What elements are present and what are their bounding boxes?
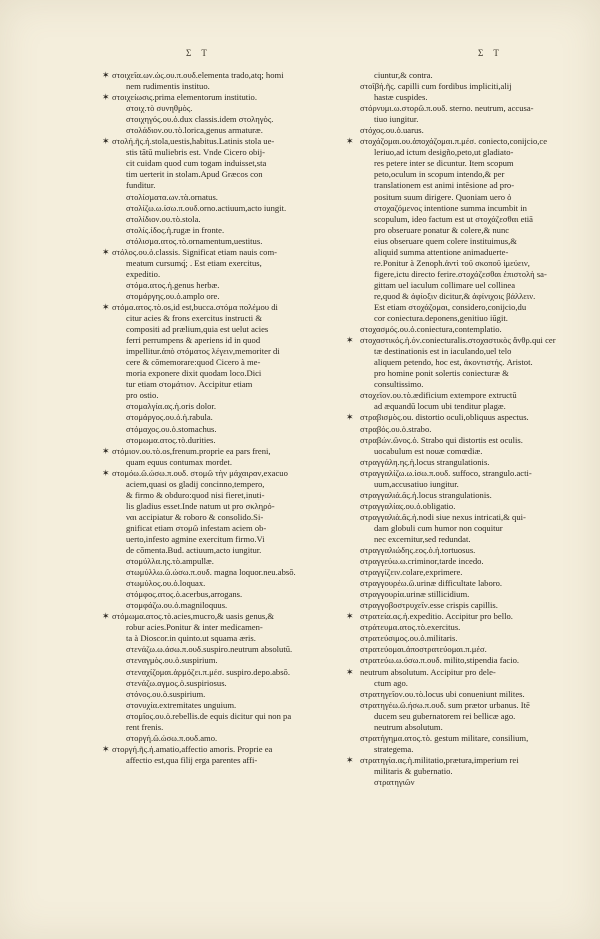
line-text: στοῖβή.ῆς. capilli cum fordibus impliciti,alij (360, 81, 512, 92)
line-text: nem rudimentis instituo. (126, 81, 210, 92)
text-line (112, 313, 332, 324)
text-line (360, 457, 576, 468)
line-text: στόλος.ου.ὁ.classis. Significat etiam nauis com- (112, 246, 278, 257)
text-line (346, 136, 576, 147)
text-line (360, 744, 576, 755)
text-line (360, 258, 576, 269)
line-text: funditur. (126, 180, 156, 191)
text-line (112, 622, 332, 633)
line-text: scopulum, ideo factum est ut στοχάζεσθαι etiā (374, 213, 533, 224)
line-text: leriuo,ad ictum desigño,peto,ut gladiato- (374, 147, 514, 158)
text-line (360, 777, 576, 788)
line-text: στρατηγεῖον.ου.τὸ.locus ubi conueniunt milites. (360, 688, 525, 699)
line-text: translationem est animi intēsione ad pro- (374, 180, 515, 191)
text-line (360, 446, 576, 457)
line-text: στομαλγία.ας.ἡ.oris dolor. (126, 401, 216, 412)
text-line (360, 357, 576, 368)
text-line (112, 700, 332, 711)
text-line (360, 280, 576, 291)
text-line (112, 556, 332, 567)
line-text: στεναγμὸς.ου.ὁ.suspirium. (126, 655, 218, 666)
line-text: στραβών.ῶνος.ὁ. Strabo qui distortis est oculis. (360, 434, 523, 445)
line-text: compositi ad prælium,quia est uelut acies (126, 324, 269, 335)
text-line (112, 81, 332, 92)
text-line (360, 368, 576, 379)
line-text: στόχος.ου.ὁ.uarus. (360, 125, 424, 136)
text-line (112, 147, 332, 158)
line-text: affectio est,qua filij erga parentes affi- (126, 754, 258, 765)
line-text: dam globuli cum humor non coquitur (374, 522, 503, 533)
line-text: στομάργος.ου.ὁ.ἡ.rabula. (126, 412, 213, 423)
text-line (360, 147, 576, 158)
line-text: stis tātū muliebris est. Vnde Cicero obij- (126, 147, 265, 158)
text-line (102, 743, 332, 755)
text-line (112, 401, 332, 412)
text-line (112, 357, 332, 368)
line-text: στοχεῖον.ου.τὸ.ædificium extempore extructū (360, 390, 517, 401)
text-line (346, 666, 576, 678)
line-text: στολίσματα.ων.τὰ.ornatus. (126, 191, 218, 202)
text-line (360, 722, 576, 733)
text-line (112, 335, 332, 346)
line-text: eius obseruare quem colere instituimus,& (374, 235, 517, 246)
line-text: positum suum dirigere. Quoniam uero ὁ (374, 191, 512, 202)
line-text: Est etiam στοχάζομαι, considero,conijcio,du (374, 301, 527, 312)
text-line (360, 103, 576, 114)
text-line (112, 379, 332, 390)
text-line (112, 655, 332, 666)
text-line (346, 335, 576, 346)
line-text: cit cuidam quod cum togam induisset,sta (126, 158, 267, 169)
line-text: στενάζω.ω.άσω.π.ουδ.suspiro.neutrum absolutū. (126, 644, 293, 655)
line-text: nec excernitur,sed redundat. (374, 533, 471, 544)
entry-marker-icon: ✶ (102, 92, 110, 103)
line-text: gnificat etiam στομῶ infestam aciem ob- (126, 522, 267, 533)
line-text: στολάδιον.ου.τὸ.lorica,genus armaturæ. (126, 125, 263, 136)
line-text: στραγγαλίας.ου.ὁ.obligatio. (360, 500, 456, 511)
line-text: στραγγαλιά.ᾶς.ἡ.locus strangulationis. (360, 489, 492, 500)
text-line (112, 512, 332, 523)
entry-marker-icon: ✶ (346, 611, 354, 622)
line-text: peto,oculum in scopum intendo,& per (374, 169, 505, 180)
text-line (112, 633, 332, 644)
line-text: cor coniectura.deponens,genitiuo iūgit. (374, 313, 508, 324)
text-line (360, 435, 576, 446)
text-line (360, 346, 576, 357)
line-text: στοργή.ῆς.ἡ.amatio,affectio amoris. Proprie ea (112, 743, 273, 754)
text-line (102, 445, 332, 457)
text-line (360, 589, 576, 600)
text-line (112, 346, 332, 357)
line-text: στρατεύω.ω.ύσω.π.ουδ. milito,stipendia facio. (360, 655, 520, 666)
right-column-lines (346, 70, 576, 788)
text-line (112, 644, 332, 655)
line-text: στρατηγιῶν (374, 777, 415, 787)
text-line (360, 70, 576, 81)
text-line (112, 589, 332, 600)
text-line (112, 479, 332, 490)
text-line (112, 192, 332, 203)
left-column-lines (102, 70, 332, 766)
line-text: στοχαζόμενος intentione summa incumbit in (374, 202, 527, 213)
entry-marker-icon: ✶ (346, 335, 354, 346)
line-text: ducem seu gubernatorem rei bellicæ ago. (374, 710, 516, 721)
line-text: στολή.ῆς.ἡ.stola,uestis,habitus.Latinis stola ue- (112, 136, 275, 147)
text-line (112, 368, 332, 379)
text-line (360, 92, 576, 103)
line-text: στόμιον.ου.τὸ.os,frenum.proprie ea pars freni, (112, 445, 271, 456)
running-header-left: Σ Τ (186, 48, 211, 58)
line-text: στραγγάλη.ης.ἡ.locus strangulationis. (360, 456, 490, 467)
line-text: στράτευμα.ατος.τὸ.exercitus. (360, 622, 461, 633)
line-text: re.Ponitur à Zenoph.ἀντὶ τοῦ σκοποῦ ἱμεύειν, (374, 257, 530, 268)
text-line (112, 412, 332, 423)
line-text: στοιχεῖα.ων.ὡς.ου.π.ουδ.elementa trado,atq; homi (112, 70, 284, 80)
line-text: στενάζω.αγμος.ὁ.suspiriosus. (126, 677, 227, 688)
text-line (360, 766, 576, 777)
line-text: στραβισμὸς.ou. distortio oculi,obliquus aspectus. (360, 412, 529, 423)
entry-marker-icon: ✶ (102, 611, 110, 622)
text-line (360, 678, 576, 689)
text-line (112, 490, 332, 501)
text-line (112, 258, 332, 269)
text-line (112, 534, 332, 545)
line-text: στολίδιον.ου.τὸ.stola. (126, 213, 201, 224)
line-text: pro obseruare ponatur & colere,& nunc (374, 224, 510, 235)
line-text: στραβός.ου.ὁ.strabo. (360, 423, 432, 434)
entry-marker-icon: ✶ (102, 70, 110, 80)
line-text: στοιχ.τὸ συνηθμὸς. (126, 103, 193, 114)
line-text: στόμαχος.ου.ὁ.stomachus. (126, 423, 217, 434)
text-line (360, 479, 576, 490)
line-text: & firmo & obduro:quod nisi fieret,inuti- (126, 489, 265, 500)
line-text: tæ destinationis est in iaculando,uel telo (374, 346, 512, 357)
line-text: robur acies.Ponitur & inter medicamen- (126, 622, 263, 633)
line-text: στραγγουρέω.ῶ.urinæ difficultate laboro. (360, 578, 503, 589)
text-line (360, 578, 576, 589)
line-text: στρατεύσιμος.ου.ὁ.militaris. (360, 633, 458, 644)
text-line (112, 324, 332, 335)
line-text: στωμύλλω.ῶ.ώσω.π.ουδ. magna loquor.neu.absō. (126, 567, 296, 578)
line-text: στωμύλος.ου.ὁ.loquax. (126, 578, 206, 589)
line-text: στραγγουρία.urinæ stillicidium. (360, 589, 470, 600)
line-text: uerto,infesto agmine exercitum firmo.Vi (126, 533, 265, 544)
text-line (112, 711, 332, 722)
text-line (102, 246, 332, 258)
line-text: στομόω.ῶ.ώσω.π.ουδ. στομῶ τὴν μάχαιραν,exacuo (112, 467, 288, 478)
line-text: στολίς.ίδος.ἡ.rugæ in fronte. (126, 224, 225, 235)
line-text: στόμα.ατος.ἡ.genus herbæ. (126, 279, 220, 290)
line-text: consultissimo. (374, 379, 424, 390)
line-text: meatum cursumq́; . Est etiam exercitus, (126, 257, 262, 268)
entry-marker-icon: ✶ (102, 301, 110, 312)
text-line (360, 214, 576, 225)
line-text: στομῖος.ου.ὁ.rebellis.de equis dicitur qui non pa (126, 710, 292, 721)
line-text: moria exponere dixit quodam loco.Dici (126, 368, 262, 379)
line-text: ad æquandū locum ubi tenditur plagæ. (374, 401, 506, 412)
line-text: pro homine ponit solertis coniecturæ & (374, 368, 509, 379)
line-text: στρατηγέω.ῶ.ήσω.π.ουδ. sum prætor urbanus. Itē (360, 699, 530, 710)
line-text: ferri perrumpens & aperiens id in quod (126, 335, 261, 346)
text-line (346, 611, 576, 622)
line-text: tiuo iungitur. (374, 114, 419, 125)
text-line (360, 512, 576, 523)
text-line (112, 236, 332, 247)
line-text: tur etiam στομάτιον. Accipitur etiam (126, 379, 253, 390)
line-text: lis gladius esset.Inde natum ut pro σκληρό- (126, 500, 275, 511)
text-line (360, 225, 576, 236)
text-line (360, 114, 576, 125)
text-line (360, 192, 576, 203)
text-line (102, 92, 332, 103)
line-text: figere,ictu directo ferire.στοχάζεσθαι ἐπιστολὴ sa- (374, 268, 547, 279)
text-line (112, 600, 332, 611)
text-line (360, 501, 576, 512)
entry-marker-icon: ✶ (102, 467, 110, 478)
text-line (112, 214, 332, 225)
line-text: pro ostio. (126, 390, 159, 401)
text-line (102, 70, 332, 81)
line-text: στόνος.ου.ὁ.suspirium. (126, 688, 206, 699)
entry-marker-icon: ✶ (102, 743, 110, 754)
text-line (112, 280, 332, 291)
line-text: re,quod & ἀφίοξιν dicitur,& ἀφίνιχοις βάλλειν. (374, 290, 536, 301)
text-line (102, 136, 332, 147)
line-text: στόμα.ατος.τὸ.os,id est,bucca.στόμα πολέμου di (112, 301, 278, 312)
line-text: uum,accusatiuo iungitur. (374, 478, 459, 489)
line-text: rent frenis. (126, 721, 164, 732)
text-line (360, 655, 576, 666)
text-line (360, 158, 576, 169)
text-line (112, 545, 332, 556)
text-line (360, 313, 576, 324)
line-text: στομφάζω.ου.ὁ.magniloquus. (126, 600, 228, 611)
text-line (112, 755, 332, 766)
entry-marker-icon: ✶ (346, 136, 354, 147)
text-line (112, 158, 332, 169)
text-line (360, 534, 576, 545)
text-line (360, 302, 576, 313)
text-line (112, 180, 332, 191)
line-text: στοργή.ῶ.ώσω.π.ουδ.amo. (126, 732, 218, 743)
text-line (112, 678, 332, 689)
line-text: στοχασμός.ου.ὁ.coniectura,contemplatio. (360, 324, 502, 335)
text-line (360, 390, 576, 401)
line-text: στομωμα.ατος.τὸ.durities. (126, 434, 216, 445)
line-text: impellitur.ἀπὸ στόματος λέγειν,memoriter di (126, 346, 280, 357)
text-line (360, 622, 576, 633)
line-text: στραγγαλίζω.ω.ίσω.π.ουδ. suffoco, strangulo.acti- (360, 467, 532, 478)
line-text: aliquem petendo, hoc est, ἀκοντιστής. Aristot. (374, 357, 533, 368)
text-line (360, 125, 576, 136)
text-line (112, 523, 332, 534)
text-line (360, 733, 576, 744)
entry-marker-icon: ✶ (102, 445, 110, 456)
entry-marker-icon: ✶ (346, 754, 354, 765)
entry-marker-icon: ✶ (102, 136, 110, 147)
text-line (360, 180, 576, 191)
text-line (360, 633, 576, 644)
text-line (360, 523, 576, 534)
text-line (360, 291, 576, 302)
text-line (112, 225, 332, 236)
line-text: aciem,quasi os gladij concinno,tempero, (126, 478, 265, 489)
text-line (112, 567, 332, 578)
text-line (112, 390, 332, 401)
line-text: strategema. (374, 743, 414, 754)
entry-marker-icon: ✶ (346, 666, 354, 677)
line-text: expeditio. (126, 268, 161, 279)
line-text: στόλισμα.ατος.τὸ.ornamentum,uestitus. (126, 235, 263, 246)
text-line (102, 301, 332, 313)
line-text: militaris & gubernatio. (374, 765, 453, 776)
text-line (112, 269, 332, 280)
line-text: στολίζω.ω.ίσω.π.ουδ.orno.actiuum,acto iungit. (126, 202, 287, 213)
text-line (102, 467, 332, 479)
left-column (102, 0, 332, 939)
line-text: στραγγαλιώδης.εος.ὁ.ἡ.tortuosus. (360, 545, 476, 556)
line-text: στρατηγία.ας.ἡ.militatio,prætura,imperium rei (360, 754, 519, 765)
line-text: neutrum absolutum. Accipitur pro dele- (360, 666, 496, 677)
line-text: στοχαστικός.ἡ.όν.coniecturalis.στοχαστικὸς ἄνθρ.qui cer (360, 335, 556, 346)
line-text: στρατεία.ας.ἡ.expeditio. Accipitur pro bello. (360, 611, 513, 622)
line-text: στεναχίζομαι.ἀρμόζει.π.μέσ. suspiro.depo.absō. (126, 666, 291, 677)
text-line (346, 412, 576, 423)
line-text: στρατεύομαι.ἀποστρατεύομαι.π.μέσ. (360, 644, 487, 655)
line-text: στομάργης.ου.ὁ.amplo ore. (126, 290, 220, 301)
line-text: tim uerterit in stolam.Apud Græcos con (126, 169, 263, 180)
text-line (360, 324, 576, 335)
text-line (112, 291, 332, 302)
line-text: στομύλλα.ης.τὸ.ampullæ. (126, 556, 214, 567)
line-text: στοιχείωσις.prima elementorum institutio. (112, 92, 257, 103)
line-text: στόρνυμι.ω.στορῶ.π.ουδ. sterno. neutrum, accusa- (360, 103, 534, 114)
line-text: στόμφος.ατος.ὁ.acerbus,arrogans. (126, 589, 243, 600)
line-text: neutrum absolutum. (374, 721, 443, 732)
text-line (112, 733, 332, 744)
text-line (360, 401, 576, 412)
text-line (360, 644, 576, 655)
line-text: στραγγοβοστρυχεῖν.esse crispis capillis. (360, 600, 498, 611)
text-line (360, 490, 576, 501)
text-line (112, 125, 332, 136)
line-text: gittam uel iaculum collimare uel collinea (374, 279, 516, 290)
line-text: aliquid summa attentione animaduerte- (374, 246, 509, 257)
line-text: ciuntur,& contra. (374, 70, 433, 80)
text-line (360, 269, 576, 280)
text-line (112, 667, 332, 678)
text-line (360, 700, 576, 711)
line-text: ναι accipiatur & roboro & consolido.Si- (126, 511, 264, 522)
text-line (112, 169, 332, 180)
line-text: hastæ cuspides. (374, 92, 428, 103)
text-line (360, 203, 576, 214)
text-line (112, 114, 332, 125)
entry-marker-icon: ✶ (102, 246, 110, 257)
text-line (360, 468, 576, 479)
line-text: res petere inter se dicuntur. Item scopum (374, 158, 514, 169)
text-line (360, 379, 576, 390)
text-line (360, 169, 576, 180)
line-text: citur acies & frons exercitus instructi & (126, 313, 263, 324)
entry-marker-icon: ✶ (346, 412, 354, 423)
text-line (112, 722, 332, 733)
text-line (112, 457, 332, 468)
line-text: στραγγίζειν.colare,exprimere. (360, 567, 463, 578)
text-line (112, 103, 332, 114)
line-text: cere & cōmemorare:quod Cicero à me- (126, 357, 261, 368)
line-text: uocabulum est nouæ comœdiæ. (374, 445, 483, 456)
line-text: ctum ago. (374, 677, 408, 688)
text-line (360, 247, 576, 258)
line-text: quam equus contumax mordet. (126, 456, 232, 467)
running-header-right: Σ Τ (478, 48, 503, 58)
line-text: στονυχία.extremitates unguium. (126, 699, 237, 710)
line-text: de cōmenta.Bud. actiuum,acto iungitur. (126, 545, 262, 556)
text-line (346, 754, 576, 766)
line-text: στραγγαλιὰ.ᾶς.ἡ.nodi siue nexus intricati,& qui- (360, 511, 526, 522)
text-line (360, 424, 576, 435)
line-text: στραγγεύω.ω.criminor,tarde incedo. (360, 556, 484, 567)
text-line (360, 567, 576, 578)
text-line (112, 424, 332, 435)
line-text: στοιχηγός.ου.ὁ.dux classis.idem στοληγὸς. (126, 114, 274, 125)
text-line (112, 435, 332, 446)
text-line (360, 689, 576, 700)
line-text: ta à Dioscor.in quinto.ut squama æris. (126, 633, 256, 644)
text-line (360, 545, 576, 556)
right-column (346, 0, 576, 939)
text-line (112, 203, 332, 214)
line-text: στοχάζομαι.ου.ἀποχάζομαι.π.μέσ. coniecto,conijcio,ce (360, 136, 548, 147)
text-line (360, 711, 576, 722)
text-line (360, 556, 576, 567)
text-line (112, 501, 332, 512)
text-line (112, 578, 332, 589)
line-text: στόμωμα.ατος.τὸ.acies,mucro,& uasis genus,& (112, 611, 275, 622)
text-line (112, 689, 332, 700)
text-line (360, 236, 576, 247)
text-line (360, 600, 576, 611)
text-line (360, 81, 576, 92)
text-line (102, 611, 332, 622)
line-text: στρατήγημα.ατος.τὸ. gestum militare, consilium, (360, 732, 529, 743)
